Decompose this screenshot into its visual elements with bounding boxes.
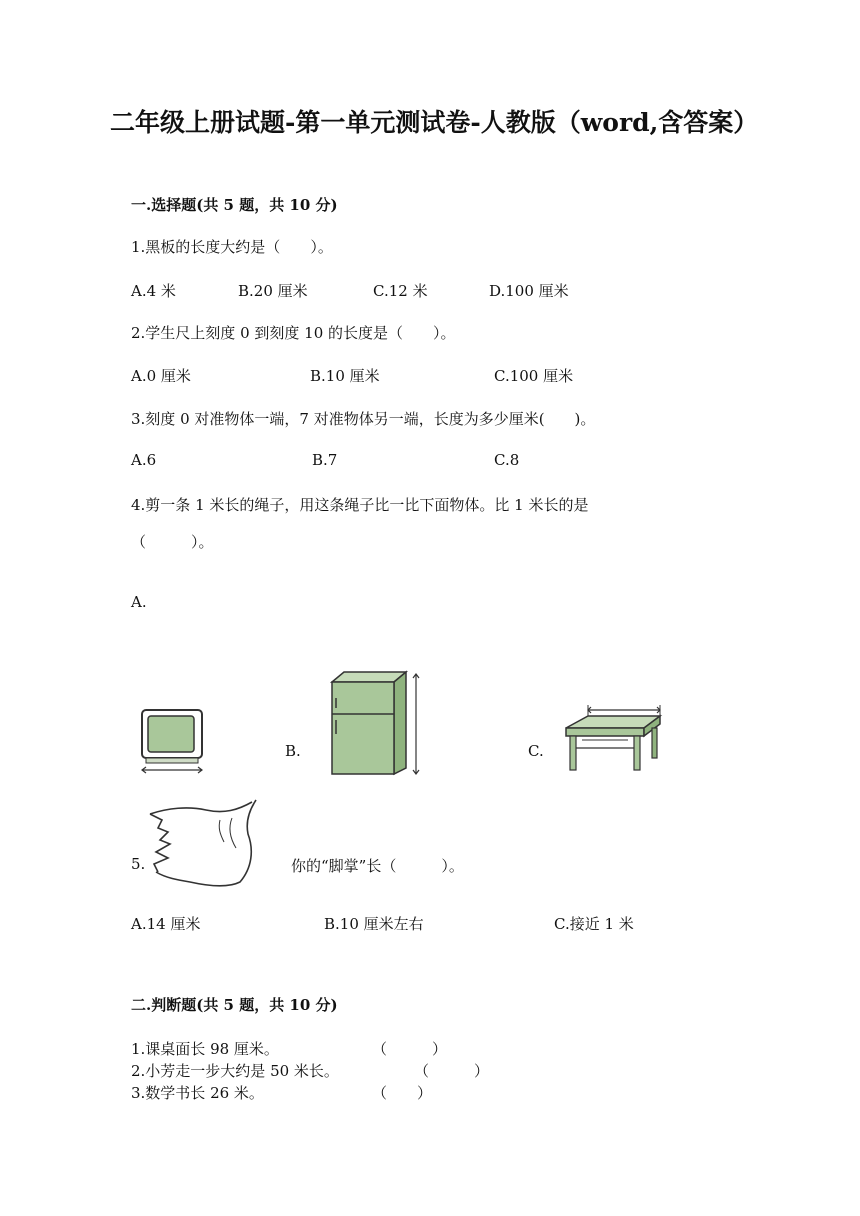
judge-item-3-paren: （ ） <box>372 1084 433 1102</box>
q3-option-b: B.7 <box>312 451 338 469</box>
tv-illustration-icon <box>140 708 206 774</box>
question-5-number: 5. <box>131 855 146 873</box>
foot-illustration-icon <box>148 798 264 888</box>
judge-item-3: 3.数学书长 26 米。 <box>131 1084 264 1102</box>
judge-item-2: 2.小芳走一步大约是 50 米长。 <box>131 1062 339 1080</box>
q4-option-a: A. <box>131 593 147 611</box>
question-5: 你的“脚掌”长（ ）。 <box>291 857 464 875</box>
q1-option-d: D.100 厘米 <box>489 282 569 300</box>
q1-option-b: B.20 厘米 <box>238 282 308 300</box>
judge-item-1: 1.课桌面长 98 厘米。 <box>131 1040 279 1058</box>
q5-option-b: B.10 厘米左右 <box>324 915 424 933</box>
q3-option-a: A.6 <box>131 451 157 469</box>
refrigerator-illustration-icon <box>326 670 422 778</box>
question-2: 2.学生尺上刻度 0 到刻度 10 的长度是（ ）。 <box>131 324 456 342</box>
q4-option-b: B. <box>285 742 301 760</box>
q5-option-c: C.接近 1 米 <box>554 915 634 933</box>
question-3: 3.刻度 0 对准物体一端，7 对准物体另一端，长度为多少厘米( )。 <box>131 410 596 428</box>
page-title: 二年级上册试题-第一单元测试卷-人教版（word,含答案） <box>110 108 759 137</box>
judge-item-1-paren: （ ） <box>372 1040 448 1058</box>
q2-option-a: A.0 厘米 <box>131 367 191 385</box>
question-4-line-1: 4.剪一条 1 米长的绳子，用这条绳子比一比下面物体。比 1 米长的是 <box>131 496 589 514</box>
q4-option-c: C. <box>528 742 544 760</box>
q1-option-a: A.4 米 <box>131 282 176 300</box>
table-illustration-icon <box>562 702 666 774</box>
q1-option-c: C.12 米 <box>373 282 428 300</box>
q3-option-c: C.8 <box>494 451 520 469</box>
section-2-heading: 二.判断题(共 5 题，共 10 分) <box>131 996 338 1014</box>
q2-option-c: C.100 厘米 <box>494 367 574 385</box>
question-4-line-2: （ ）。 <box>131 533 214 551</box>
question-1: 1.黑板的长度大约是（ ）。 <box>131 238 333 256</box>
q2-option-b: B.10 厘米 <box>310 367 380 385</box>
q5-option-a: A.14 厘米 <box>131 915 201 933</box>
section-1-heading: 一.选择题(共 5 题，共 10 分) <box>131 196 338 214</box>
judge-item-2-paren: （ ） <box>414 1062 490 1080</box>
